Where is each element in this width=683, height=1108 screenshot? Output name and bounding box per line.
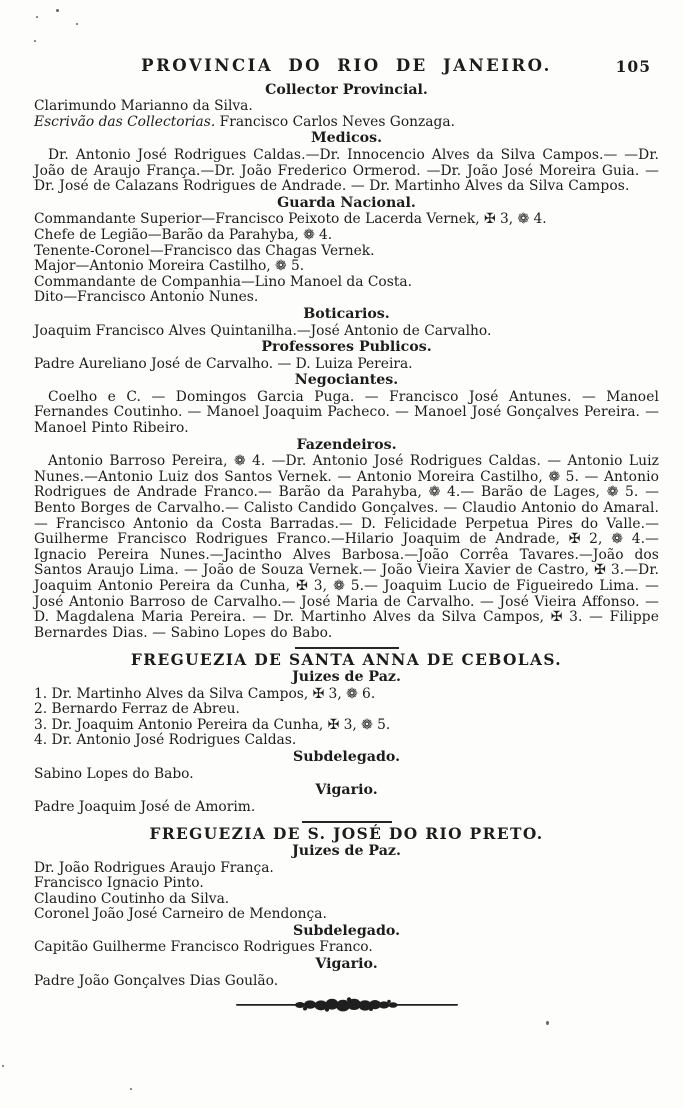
juiz-de-paz-item: Dr. João Rodrigues Araujo França. bbox=[34, 859, 274, 876]
boticarios-line: Joaquim Francisco Alves Quintanilha.—José Antonio de Carvalho. bbox=[34, 322, 492, 339]
subdelegado-name: Sabino Lopes do Babo. bbox=[34, 765, 194, 782]
subheading-juizes-de-paz: Juizes de Paz. bbox=[292, 842, 401, 859]
subdelegado-name: Capitão Guilherme Francisco Rodrigues Franco. bbox=[34, 939, 373, 956]
section-divider-rule bbox=[302, 821, 392, 823]
vigario-name: Padre Joaquim José de Amorim. bbox=[34, 798, 256, 815]
subheading-vigario: Vigario. bbox=[315, 956, 378, 973]
section-heading-collector-provincial: Collector Provincial. bbox=[265, 81, 428, 98]
page-number: 105 bbox=[615, 57, 651, 76]
page-title: PROVINCIA DO RIO DE JANEIRO. bbox=[141, 56, 552, 75]
scan-speck bbox=[36, 16, 38, 18]
scan-speck bbox=[2, 1065, 4, 1067]
fazendeiros-paragraph: Antonio Barroso Pereira, ❁ 4. —Dr. Antonio José Rodrigues Caldas. — Antonio Luiz Nunes.—Antonio Luiz dos Santos Vernek. — Antonio Moreira Castilho, ❁ 5. — Antonio Rodrigues de Andrade Franco.— Barão da Parahyba, ❁ 4.— Barão de Lages, ❁ 5. — Bento Borges de Carvalho.— Calisto Candido Gonçalves. — Claudio Antonio do Amaral.— Francisco Antonio da Costa Barradas.— D. Felicidade Perpetua Pires do Valle.—Guilherme Francisco Rodrigues Franco.—Hilario Joaquim de Andrade, ✠ 2, ❁ 4.—Ignacio Pereira Nunes.—Jacintho Alves Barbosa.—João Corrêa Tavares.—João dos Santos Araujo Lima. — João de Souza Vernek.— João Vieira Xavier de Castro, ✠ 3.—Dr. Joaquim Antonio Pereira da Cunha, ✠ 3, ❁ 5.— Joaquim Lucio de Figueiredo Lima. — José Antonio Barroso de Carvalho.— José Maria de Carvalho. — José Vieira Affonso. — D. Magdalena Maria Pereira. — Dr. Martinho Alves da Silva Campos, ✠ 3. — Filippe Bernardes Dias. — Sabino Lopes do Babo. bbox=[34, 453, 659, 641]
subheading-subdelegado: Subdelegado. bbox=[292, 922, 401, 939]
scroll-flourish-icon bbox=[232, 996, 462, 1014]
professores-line: Padre Aureliano José de Carvalho. — D. Luiza Pereira. bbox=[34, 355, 413, 372]
juiz-de-paz-item: 2. Bernardo Ferraz de Abreu. bbox=[34, 701, 240, 718]
medicos-paragraph: Dr. Antonio José Rodrigues Caldas.—Dr. Innocencio Alves da Silva Campos.— —Dr. João de Araujo França.—Dr. João Frederico Ormerod. —Dr. João José Moreira Guia. — Dr. José de Calazans Rodrigues de Andrade. — Dr. Martinho Alves da Silva Campos. bbox=[34, 146, 659, 195]
scan-speck bbox=[130, 1088, 132, 1090]
scan-speck bbox=[56, 9, 59, 12]
subheading-juizes-de-paz: Juizes de Paz. bbox=[292, 668, 401, 685]
guarda-line: Commandante de Companhia—Lino Manoel da Costa. bbox=[34, 273, 412, 290]
section-heading-freguezia-s-jose-do-rio-preto: FREGUEZIA DE S. JOSÉ DO RIO PRETO. bbox=[149, 825, 544, 844]
negociantes-paragraph: Coelho e C. — Domingos Garcia Puga. — Francisco José Antunes. — Manoel Fernandes Coutinho. — Manoel Joaquim Pacheco. — Manoel José Gonçalves Pereira. — Manoel Pinto Ribeiro. bbox=[34, 388, 659, 437]
scan-speck bbox=[546, 1021, 549, 1025]
scan-speck bbox=[76, 23, 78, 25]
guarda-line: Tenente-Coronel—Francisco das Chagas Vernek. bbox=[34, 242, 375, 259]
guarda-line: Dito—Francisco Antonio Nunes. bbox=[34, 289, 259, 306]
escrivao-role-label: Escrivão das Collectorias. bbox=[34, 113, 216, 130]
tailpiece-ornament bbox=[34, 996, 659, 1019]
juiz-de-paz-item: Coronel João José Carneiro de Mendonça. bbox=[34, 906, 327, 923]
juiz-de-paz-item: Francisco Ignacio Pinto. bbox=[34, 875, 204, 892]
guarda-line: Commandante Superior—Francisco Peixoto de Lacerda Vernek, ✠ 3, ❁ 4. bbox=[34, 211, 547, 228]
section-heading-boticarios: Boticarios. bbox=[303, 305, 390, 322]
section-heading-guarda-nacional: Guarda Nacional. bbox=[277, 194, 416, 211]
section-heading-fazendeiros: Fazendeiros. bbox=[296, 436, 397, 453]
escrivao-line bbox=[34, 115, 659, 131]
running-head bbox=[34, 58, 659, 74]
escrivao-name: Francisco Carlos Neves Gonzaga. bbox=[219, 113, 455, 130]
collector-name: Clarimundo Marianno da Silva. bbox=[34, 98, 253, 115]
section-heading-freguezia-santa-anna-de-cebolas: FREGUEZIA DE SANTA ANNA DE CEBOLAS. bbox=[130, 651, 563, 670]
juiz-de-paz-item: Claudino Coutinho da Silva. bbox=[34, 890, 230, 907]
section-heading-medicos: Medicos. bbox=[310, 130, 383, 147]
juiz-de-paz-item: 1. Dr. Martinho Alves da Silva Campos, ✠ 3, ❁ 6. bbox=[34, 685, 376, 702]
juiz-de-paz-item: 3. Dr. Joaquim Antonio Pereira da Cunha, ✠ 3, ❁ 5. bbox=[34, 716, 391, 733]
subheading-vigario: Vigario. bbox=[315, 782, 378, 799]
subheading-subdelegado: Subdelegado. bbox=[292, 748, 401, 765]
section-heading-professores-publicos: Professores Publicos. bbox=[261, 339, 432, 356]
juiz-de-paz-item: 4. Dr. Antonio José Rodrigues Caldas. bbox=[34, 732, 297, 749]
vigario-name: Padre João Gonçalves Dias Goulão. bbox=[34, 972, 279, 989]
scan-speck bbox=[34, 40, 36, 42]
guarda-line: Major—Antonio Moreira Castilho, ❁ 5. bbox=[34, 258, 305, 275]
section-heading-negociantes: Negociantes. bbox=[294, 372, 399, 389]
guarda-line: Chefe de Legião—Barão da Parahyba, ❁ 4. bbox=[34, 226, 333, 243]
section-divider-rule bbox=[295, 647, 399, 649]
